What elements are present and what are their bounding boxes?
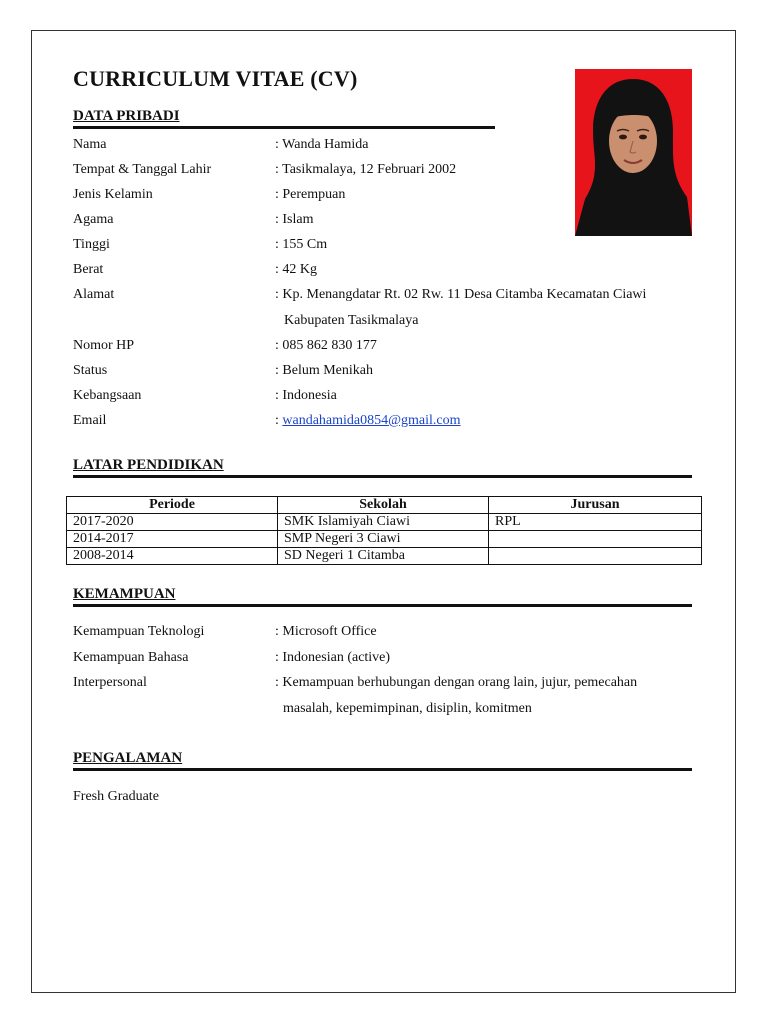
cv-title: CURRICULUM VITAE (CV) [73,66,358,91]
field-label: Email [73,413,107,428]
table-cell: RPL [489,514,702,531]
skill-value: : Kemampuan berhubungan dengan orang lain, jujur, pemecahan [275,675,638,690]
field-label: Berat [73,262,104,277]
education-table [66,496,702,565]
table-cell: 2008-2014 [67,548,278,565]
table-cell: SD Negeri 1 Citamba [278,548,489,565]
skill-label: Interpersonal [73,675,147,690]
skill-value: : Indonesian (active) [275,650,391,665]
table-row [67,548,702,565]
field-label: Jenis Kelamin [73,187,153,202]
field-label: Kebangsaan [73,388,142,403]
field-label: Alamat [73,287,115,302]
email-link[interactable]: wandahamida0854@gmail.com [282,413,461,428]
profile-photo [575,69,692,236]
field-label: Agama [73,212,114,227]
field-value: : Indonesia [275,388,337,403]
section-heading-pengalaman: PENGALAMAN [73,750,183,766]
skill-value-continuation: masalah, kepemimpinan, disiplin, komitmen [283,701,532,716]
field-label: Nomor HP [73,338,135,353]
experience-text: Fresh Graduate [73,789,159,804]
table-row [67,531,702,548]
field-value: : 085 862 830 177 [275,338,377,353]
field-value: : Perempuan [275,187,346,202]
table-cell: 2017-2020 [67,514,278,531]
field-value: : Kp. Menangdatar Rt. 02 Rw. 11 Desa Citamba Kecamatan Ciawi [275,287,647,302]
field-label: Status [73,363,108,378]
table-cell [489,548,702,565]
table-row [67,514,702,531]
table-cell: SMK Islamiyah Ciawi [278,514,489,531]
skill-label: Kemampuan Bahasa [73,650,189,665]
table-header-row [67,497,702,514]
column-header: Jurusan [489,497,702,514]
field-value: : Tasikmalaya, 12 Februari 2002 [275,162,457,177]
column-header: Sekolah [278,497,489,514]
field-value [275,408,461,433]
field-value: : Islam [275,212,314,227]
section-heading-data-pribadi: DATA PRIBADI [73,108,180,124]
divider [73,768,692,771]
table-cell: 2014-2017 [67,531,278,548]
field-value: : 42 Kg [275,262,317,277]
field-value: : Wanda Hamida [275,137,369,152]
email-prefix: : [275,413,283,428]
field-value-continuation: Kabupaten Tasikmalaya [284,313,419,328]
divider [73,475,692,478]
skill-value: : Microsoft Office [275,624,377,639]
section-heading-kemampuan: KEMAMPUAN [73,586,176,602]
divider [73,126,495,129]
field-label: Tinggi [73,237,110,252]
field-value: : Belum Menikah [275,363,373,378]
table-cell: SMP Negeri 3 Ciawi [278,531,489,548]
column-header: Periode [67,497,278,514]
divider [73,604,692,607]
field-value: : 155 Cm [275,237,328,252]
table-cell [489,531,702,548]
skill-label: Kemampuan Teknologi [73,624,205,639]
field-label: Tempat & Tanggal Lahir [73,162,212,177]
field-label: Nama [73,137,107,152]
section-heading-latar-pendidikan: LATAR PENDIDIKAN [73,457,224,473]
